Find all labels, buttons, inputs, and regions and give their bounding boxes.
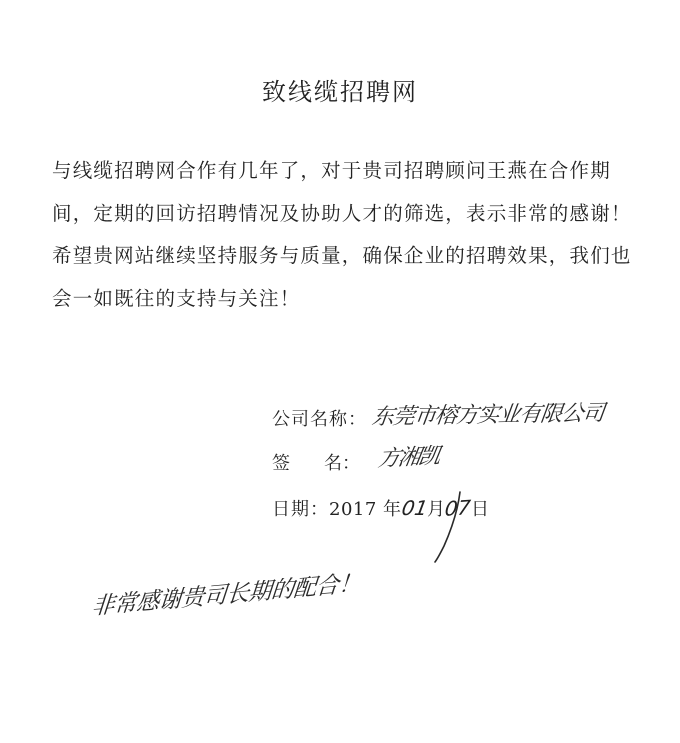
company-label: 公司名称： xyxy=(272,409,367,430)
signer-row xyxy=(272,442,652,486)
date-day: 07 xyxy=(444,495,473,521)
company-handwritten-name: 东莞市榕方实业有限公司 xyxy=(370,400,606,430)
signer-label-part-1: 签 xyxy=(272,453,290,474)
letter-title: 致线缆招聘网 xyxy=(262,78,418,106)
signer-label xyxy=(272,442,360,486)
letter-body: 与线缆招聘网合作有几年了，对于贵司招聘顾问王燕在合作期间，定期的回访招聘情况及协助人才的筛选，表示非常的感谢！希望贵网站继续坚持服务与质量，确保企业的招聘效果，我们也会一如既往的支持与关注！ xyxy=(52,159,632,310)
company-row xyxy=(272,398,652,442)
date-year: 2017 年 xyxy=(329,499,402,520)
date-label: 日期： xyxy=(272,499,329,520)
date-day-unit: 日 xyxy=(470,499,490,520)
handwritten-note: 非常感谢贵司长期的配合！ xyxy=(90,570,362,621)
handwritten-signature: 方湘凯 xyxy=(376,443,441,472)
date-month-unit: 月 xyxy=(426,499,446,520)
handwritten-stroke xyxy=(430,488,470,568)
date-month: 01 xyxy=(399,496,430,520)
signer-label-part-2: 名： xyxy=(324,453,360,474)
